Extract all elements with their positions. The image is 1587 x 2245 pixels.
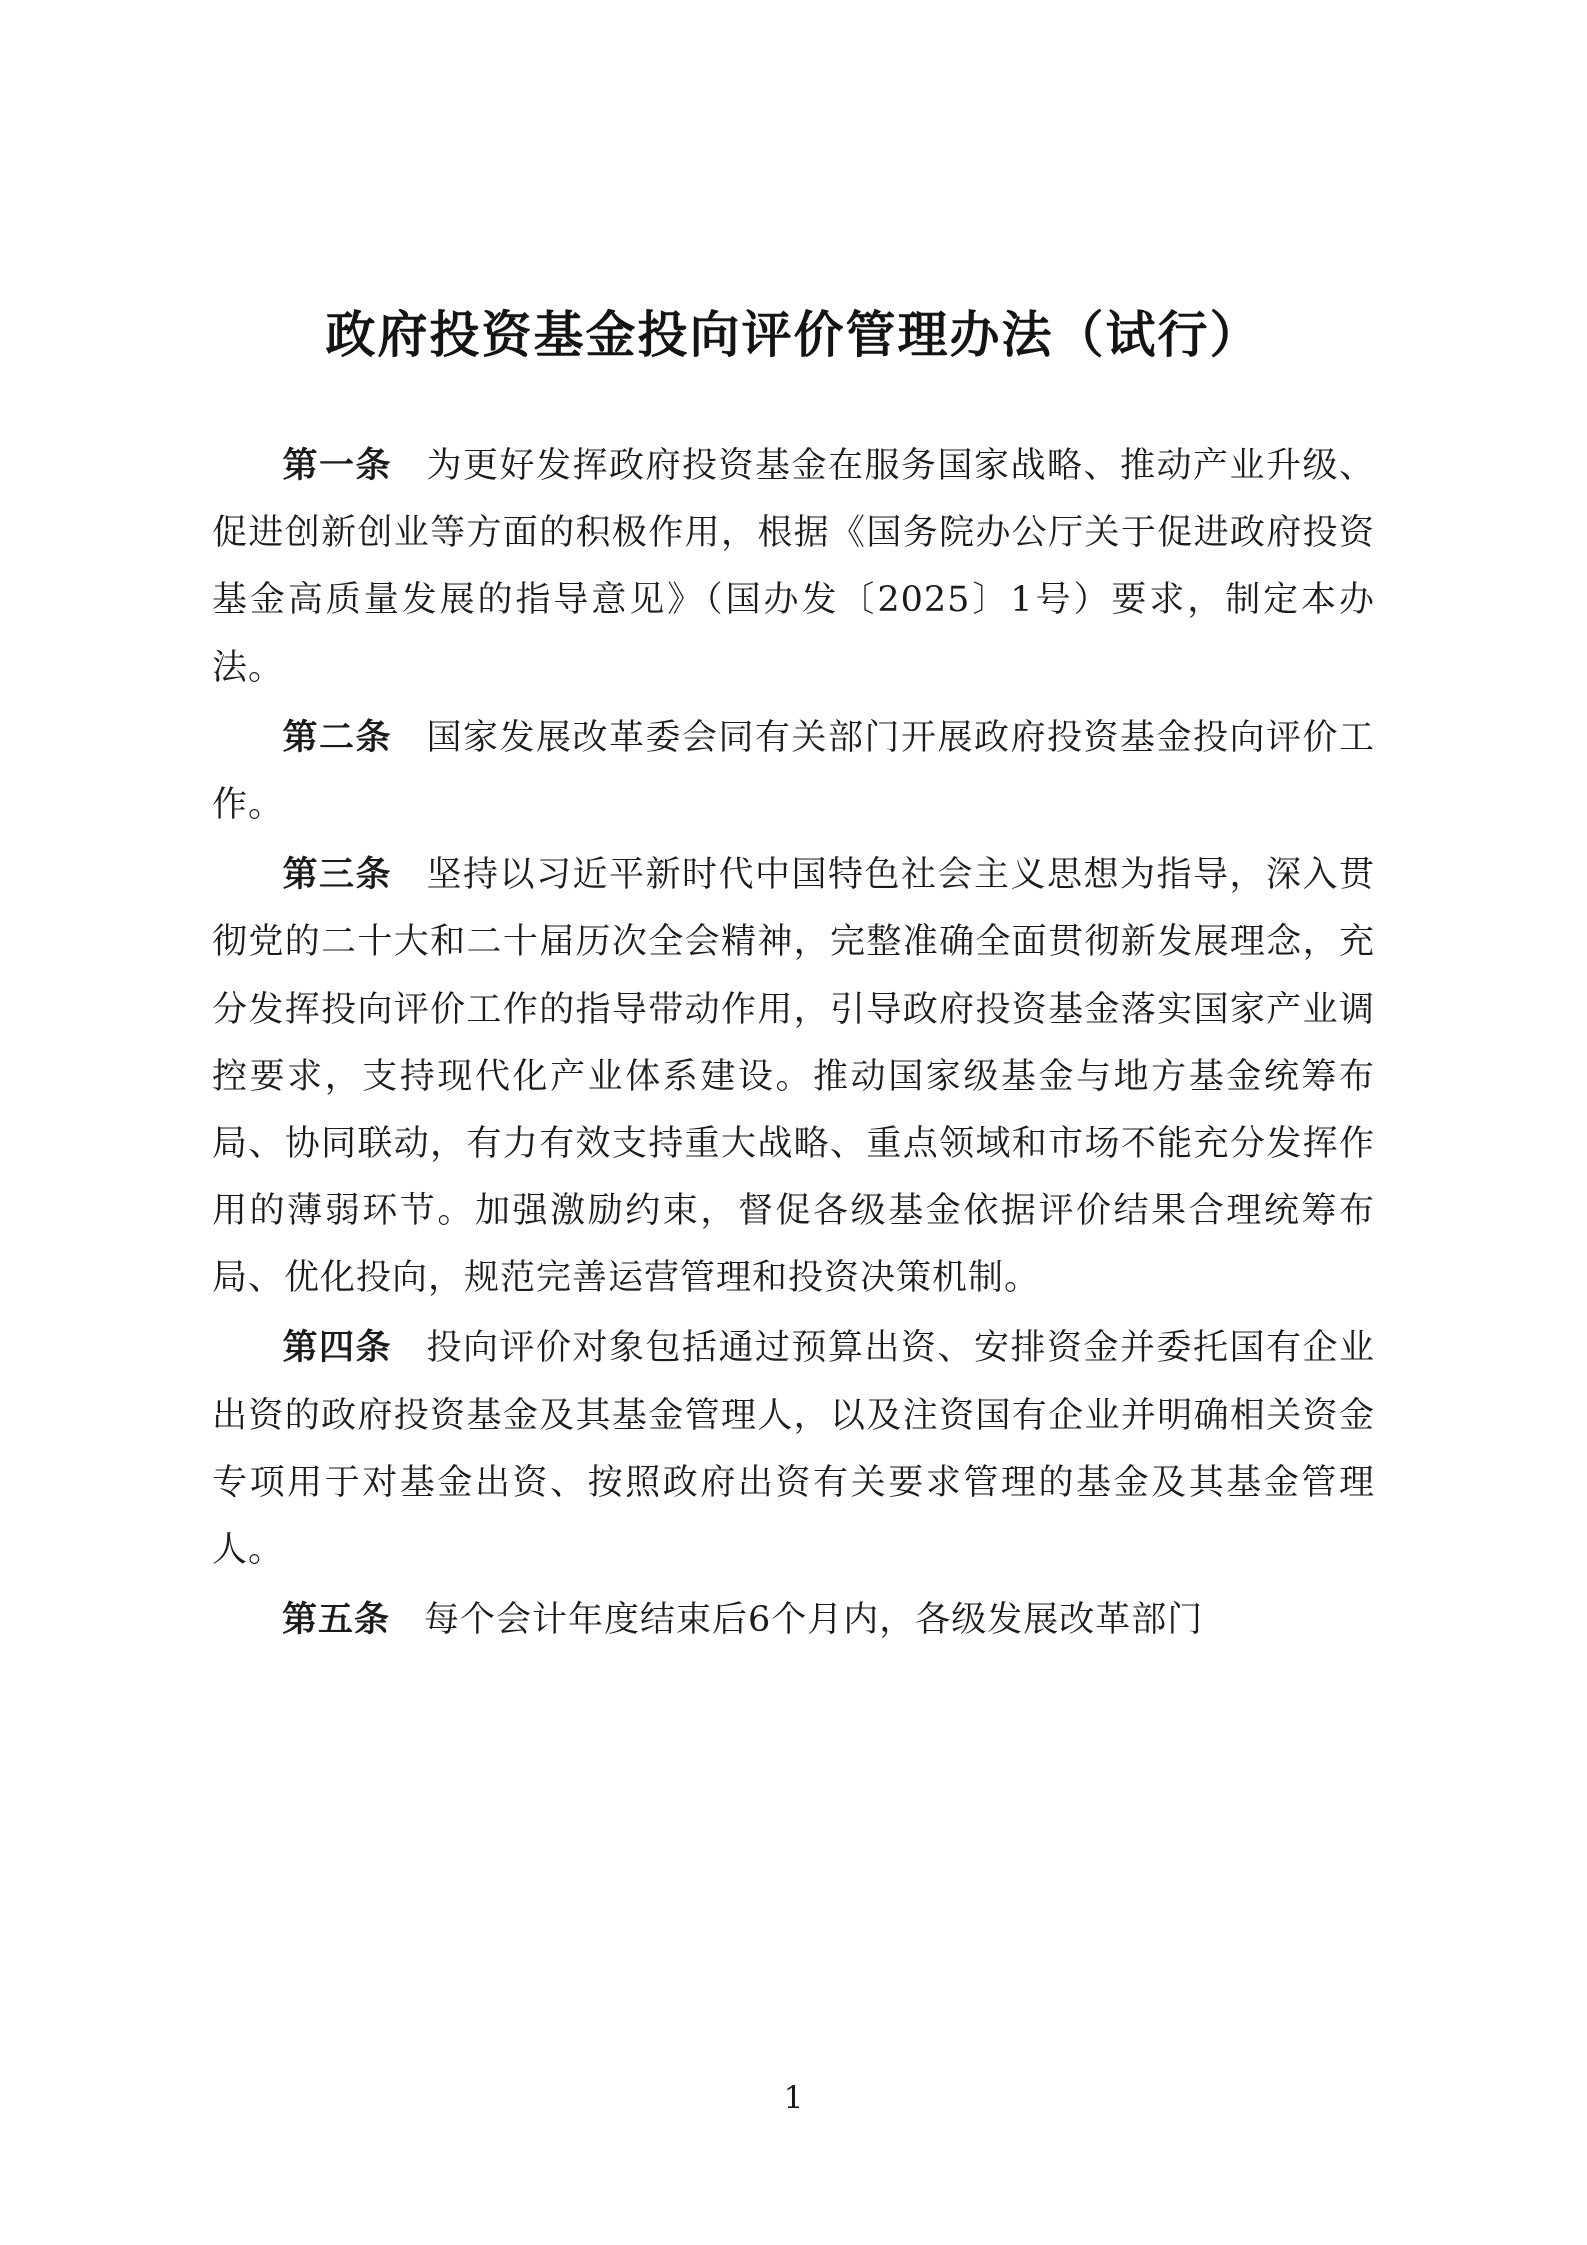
article-text: 每个会计年度结束后6个月内，各级发展改革部门 [424,1600,1204,1641]
article-paragraph-3 [212,841,1375,1312]
article-label: 第一条 [282,445,392,486]
page-number: 1 [783,2080,804,2116]
article-text: 为更好发挥政府投资基金在服务国家战略、推动产业升级、促进创新创业等方面的积极作用，根据《国务院办公厅关于促进政府投资基金高质量发展的指导意见》（国办发〔2025〕1号）要求，制定本办法。 [212,446,1375,688]
article-label: 第三条 [282,854,392,896]
article-paragraph-4 [212,1314,1375,1584]
page-title: 政府投资基金投向评价管理办法（试行） [325,305,1262,364]
document-body [212,300,1375,1656]
article-text: 国家发展改革委会同有关部门开展政府投资基金投向评价工作。 [212,717,1375,825]
article-paragraph-5 [212,1586,1375,1654]
article-label: 第四条 [282,1327,392,1369]
article-text: 投向评价对象包括通过预算出资、安排资金并委托国有企业出资的政府投资基金及其基金管理人，以及注资国有企业并明确相关资金专项用于对基金出资、按照政府出资有关要求管理的基金及其基金管理人。 [212,1328,1375,1570]
article-paragraph-2 [212,704,1375,839]
article-label: 第二条 [282,716,392,758]
article-paragraph-1 [212,432,1375,702]
article-text: 坚持以习近平新时代中国特色社会主义思想为指导，深入贯彻党的二十大和二十届历次全会精神，完整准确全面贯彻新发展理念，充分发挥投向评价工作的指导带动作用，引导政府投资基金落实国家产业调控要求，支持现代化产业体系建设。推动国家级基金与地方基金统筹布局、协同联动，有力有效支持重大战略、重点领域和市场不能充分发挥作用的薄弱环节。加强激励约束，督促各级基金依据评价结果合理统筹布局、优化投向，规范完善运营管理和投资决策机制。 [212,855,1375,1299]
article-label: 第五条 [282,1599,391,1641]
